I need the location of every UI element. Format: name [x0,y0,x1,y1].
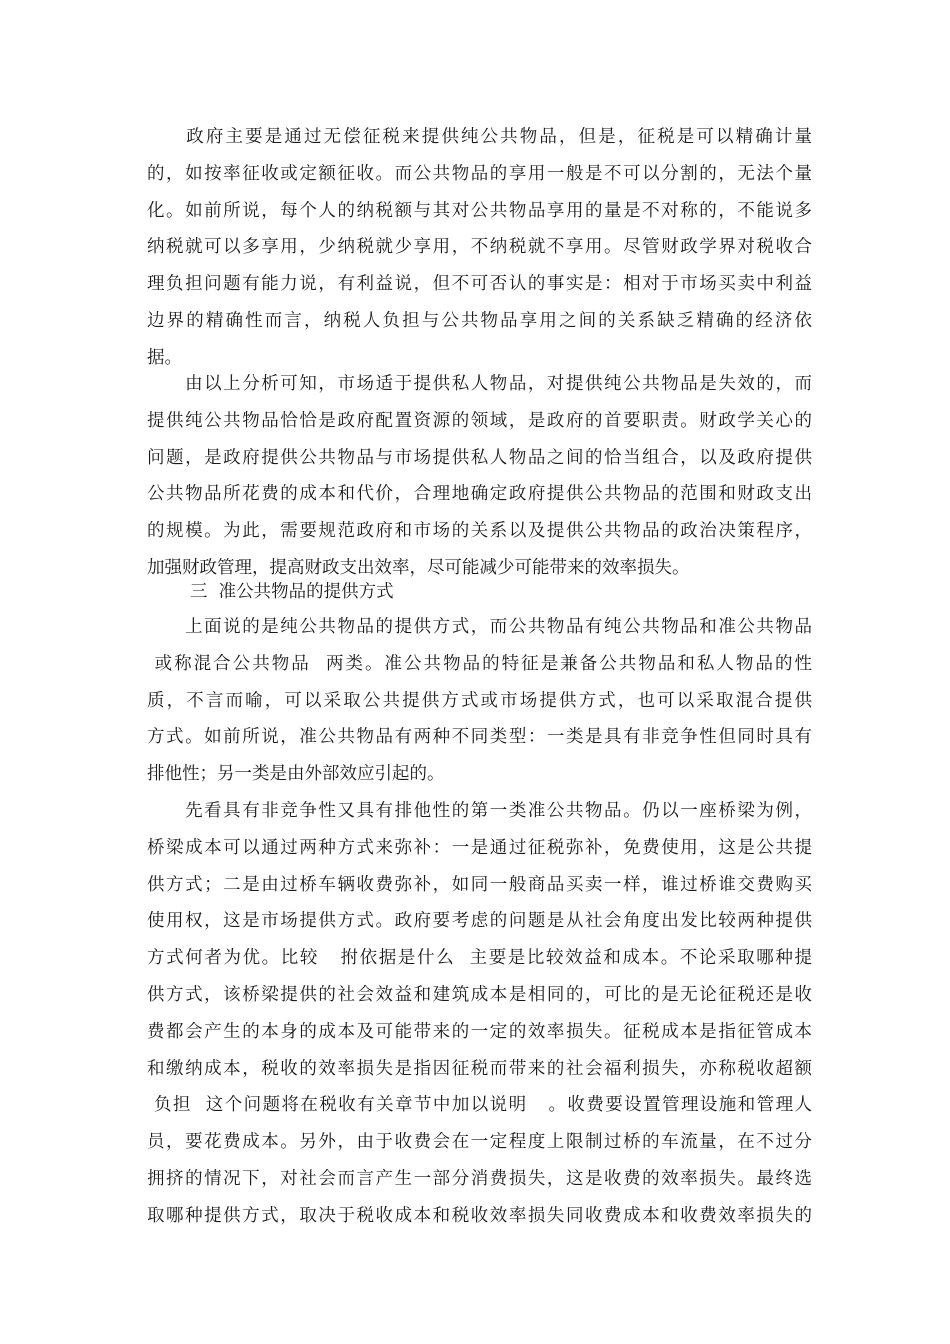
text-line: 的规模。为此，需要规范政府和市场的关系以及提供公共物品的政治决策程序， [147,521,812,542]
text-line: 拥挤的情况下，对社会而言产生一部分消费损失，这是收费的效率损失。最终选 [147,1168,812,1189]
text-line: 质，不言而喻，可以采取公共提供方式或市场提供方式，也可以采取混合提供 [147,690,812,711]
text-line: 方式何者为优。比较 拊依据是什么 主要是比较效益和成本。不论采取哪种提 [147,948,812,969]
text-line: 由以上分析可知，市场适于提供私人物品，对提供纯公共物品是失效的，而 [147,374,812,394]
paragraph-quasi-public-goods [147,609,812,793]
text-line: 理负担问题有能力说，有利益说，但不可否认的事实是：相对于市场买卖中利益 [147,274,812,295]
text-line: 政府主要是通过无偿征税来提供纯公共物品，但是，征税是可以精确计量 [147,127,812,147]
text-line: 公共物品所花费的成本和代价，合理地确定政府提供公共物品的范围和财政支出 [147,484,812,505]
text-line: 负担 这个问题将在税收有关章节中加以说明 。收费要设置管理设施和管理人 [147,1095,812,1116]
text-line: 桥梁成本可以通过两种方式来弥补：一是通过征税弥补，免费使用，这是公共提 [147,837,812,858]
text-line: 问题，是政府提供公共物品与市场提供私人物品之间的恰当组合，以及政府提供 [147,447,812,468]
section-heading: 三 准公共物品的提供方式 [190,582,394,602]
text-line: 加强财政管理，提高财政支出效率，尽可能减少可能带来的效率损失。 [147,557,690,578]
text-line: 排他性；另一类是由外部效应引起的。 [147,764,445,785]
text-line: 供方式，该桥梁提供的社会效益和建筑成本是相同的，可比的是无论征税还是收 [147,984,812,1005]
text-line: 的，如按率征收或定额征收。而公共物品的享用一般是不可以分割的，无法个量 [147,163,812,184]
text-line: 据。 [147,347,182,368]
text-line: 先看具有非竞争性又具有排他性的第一类准公共物品。仍以一座桥梁为例， [147,801,812,821]
text-line: 或称混合公共物品 两类。准公共物品的特征是兼备公共物品和私人物品的性 [147,653,812,674]
text-line: 化。如前所说，每个人的纳税额与其对公共物品享用的量是不对称的，不能说多 [147,200,812,221]
text-line: 供方式；二是由过桥车辆收费弥补，如同一般商品买卖一样，谁过桥谁交费购买 [147,874,812,895]
text-line: 上面说的是纯公共物品的提供方式，而公共物品有纯公共物品和准公共物品 [147,617,812,637]
text-line: 员，要花费成本。另外，由于收费会在一定程度上限制过桥的车流量，在不过分 [147,1132,812,1153]
paragraph-market-vs-government [147,366,812,587]
text-line: 和缴纳成本，税收的效率损失是指因征税而带来的社会福利损失，亦称税收超额 [147,1058,812,1079]
text-line: 使用权，这是市场提供方式。政府要考虑的问题是从社会角度出发比较两种提供 [147,911,812,932]
text-line: 费都会产生的本身的成本及可能带来的一定的效率损失。征税成本是指征管成本 [147,1021,812,1042]
text-line: 取哪种提供方式，取决于税收成本和税收效率损失同收费成本和收费效率损失的 [147,1205,812,1226]
paragraph-bridge-example [147,793,812,1235]
text-line: 纳税就可以多享用，少纳税就少享用，不纳税就不享用。尽管财政学界对税收合 [147,237,812,258]
text-line: 提供纯公共物品恰恰是政府配置资源的领域，是政府的首要职责。财政学关心的 [147,410,812,431]
text-line: 方式。如前所说，准公共物品有两种不同类型：一类是具有非竞争性但同时具有 [147,727,812,748]
paragraph-public-goods-taxation [147,119,812,377]
text-line: 边界的精确性而言，纳税人负担与公共物品享用之间的关系缺乏精确的经济依 [147,310,812,331]
